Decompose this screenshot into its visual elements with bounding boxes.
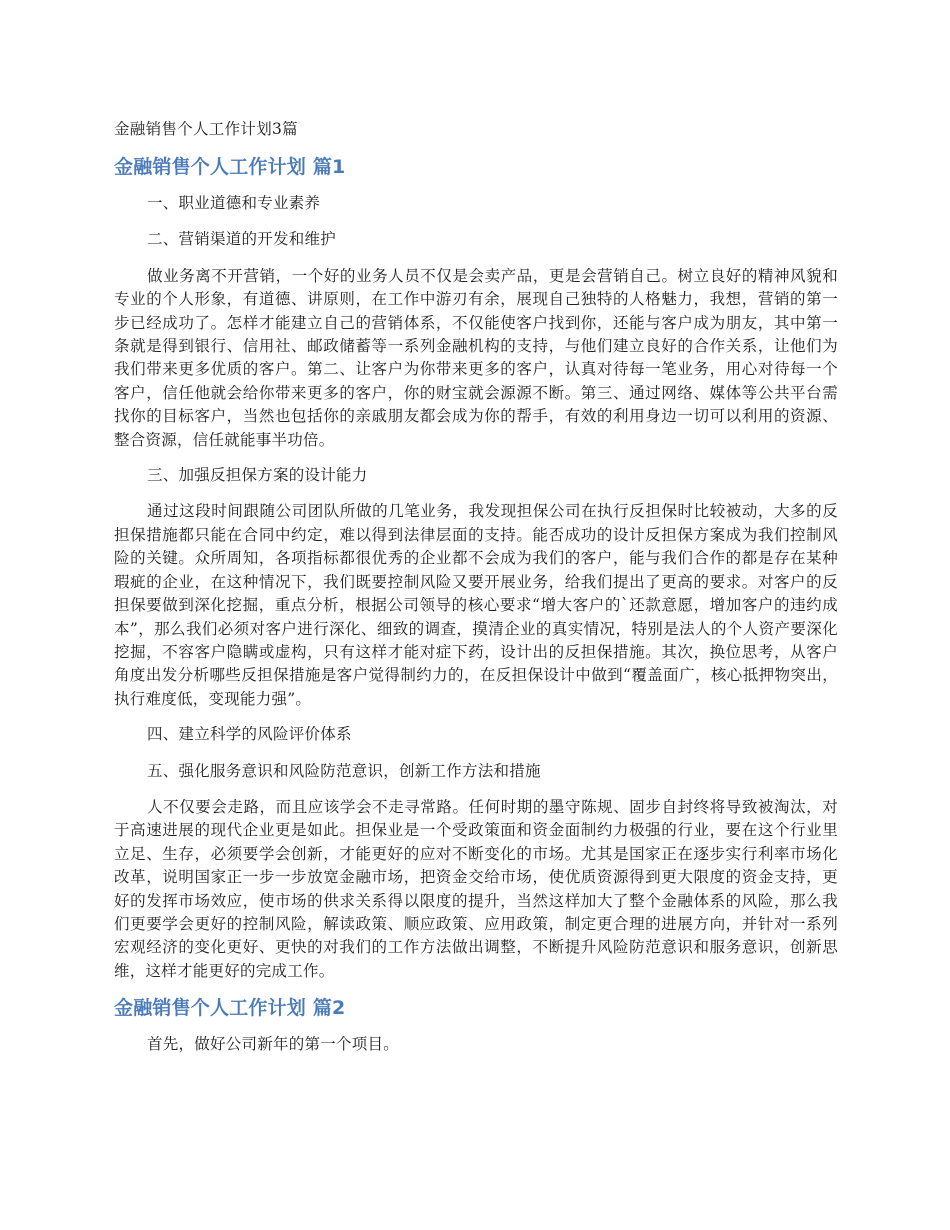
paragraph: 做业务离不开营销，一个好的业务人员不仅是会卖产品，更是会营销自己。树立良好的精神风貌和专业的个人形象，有道德、讲原则，在工作中游刃有余，展现自己独特的人格魅力，我想，营销的第一步已经成功了。怎样才能建立自己的营销体系，不仅能使客户找到你，还能与客户成为朋友，其中第一条就是得到银行、信用社、邮政储蓄等一系列金融机构的支持，与他们建立良好的合作关系，让他们为我们带来更多优质的客户。第二、让客户为你带来更多的客户，认真对待每一笔业务，用心对待每一个客户，信任他就会给你带来更多的客户，你的财宝就会源源不断。第三、通过网络、媒体等公共平台需找你的目标客户，当然也包括你的亲戚朋友都会成为你的帮手，有效的利用身边一切可以利用的资源、整合资源，信任就能事半功倍。: [114, 266, 838, 449]
paragraph: 通过这段时间跟随公司团队所做的几笔业务，我发现担保公司在执行反担保时比较被动，大多的反担保措施都只能在合同中约定，难以得到法律层面的支持。能否成功的设计反担保方案成为我们控制风险的关键。众所周知，各项指标都很优秀的企业都不会成为我们的客户，能与我们合作的都是存在某种瑕疵的企业，在这种情况下，我们既要控制风险又要开展业务，给我们提出了更高的要求。对客户的反担保要做到深化挖掘，重点分析，根据公司领导的核心要求“增大客户的`还款意愿，增加客户的违约成本”，那么我们必须对客户进行深化、细致的调查，摸清企业的真实情况，特别是法人的个人资产要深化挖掘，不容客户隐瞒或虚构，只有这样才能对症下药，设计出的反担保措施。其次，换位思考，从客户角度出发分析哪些反担保措施是客户觉得制约力的，在反担保设计中做到“覆盖面广，核心抵押物突出，执行难度低，变现能力强”。: [114, 502, 838, 708]
paragraph: 五、强化服务意识和风险防范意识，创新工作方法和措施: [147, 761, 541, 780]
paragraph: 四、建立科学的风险评价体系: [147, 725, 352, 744]
paragraph: 人不仅要会走路，而且应该学会不走寻常路。任何时期的墨守陈规、固步自封终将导致被淘汰，对于高速进展的现代企业更是如此。担保业是一个受政策面和资金面制约力极强的行业，要在这个行业里立足、生存，必须要学会创新，才能更好的应对不断变化的市场。尤其是国家正在逐步实行利率市场化改革，说明国家正一步一步放宽金融市场，把资金交给市场，使优质资源得到更大限度的资金支持，更好的发挥市场效应，使市场的供求关系得以限度的提升，当然这样加大了整个金融体系的风险，那么我们更要学会更好的控制风险，解读政策、顺应政策、应用政策，制定更合理的进展方向，并针对一系列宏观经济的变化更好、更快的对我们的工作方法做出调整，不断提升风险防范意识和服务意识，创新思维，这样才能更好的完成工作。: [114, 797, 838, 980]
section-heading: 金融销售个人工作计划 篇1: [114, 156, 346, 178]
document-title: 金融销售个人工作计划3篇: [114, 120, 298, 138]
paragraph: 三、加强反担保方案的设计能力: [147, 466, 368, 485]
section-1: [114, 154, 838, 983]
paragraph: 一、职业道德和专业素养: [147, 194, 321, 212]
paragraph: 首先，做好公司新年的第一个项目。: [147, 1035, 400, 1054]
section-2: [114, 995, 838, 1056]
section-heading: 金融销售个人工作计划 篇2: [114, 997, 346, 1020]
document-page: [114, 118, 838, 1070]
paragraph: 二、营销渠道的开发和维护: [147, 230, 337, 249]
